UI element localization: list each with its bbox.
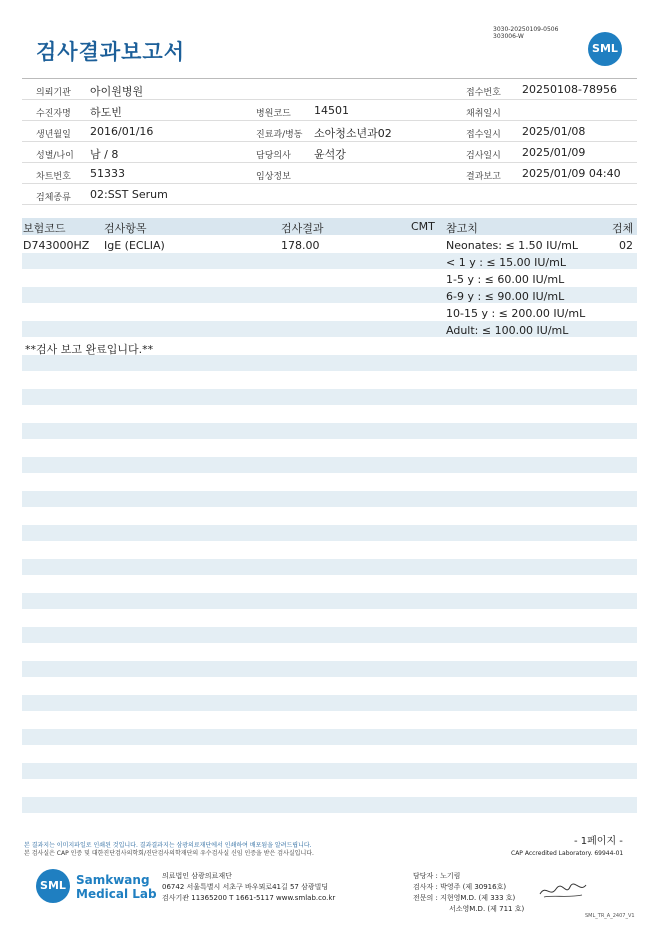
- sml-logo: SML: [588, 32, 622, 66]
- page-number: - 1페이지 -: [574, 836, 623, 847]
- org-name-line-1: Samkwang: [76, 873, 150, 887]
- specimen-value: 02:SST Serum: [90, 188, 168, 201]
- reference-line: Adult: ≤ 100.00 IU/mL: [446, 324, 569, 337]
- signature-icon: [538, 880, 588, 902]
- sex-age-value: 남 / 8: [90, 148, 119, 161]
- cap-accreditation: CAP Accredited Laboratory. 69944-01: [511, 850, 624, 857]
- test-date-value: 2025/01/09: [522, 146, 586, 159]
- table-stripe: [22, 593, 637, 609]
- reference-line: < 1 y : ≤ 15.00 IU/mL: [446, 256, 566, 269]
- table-stripe: [22, 457, 637, 473]
- reference-line: 1-5 y : ≤ 60.00 IU/mL: [446, 273, 565, 286]
- table-stripe: [22, 729, 637, 745]
- form-code: SML_TR_A_2407_V1: [585, 913, 635, 919]
- table-stripe: [22, 780, 637, 796]
- table-stripe: [22, 712, 637, 728]
- table-stripe: [22, 491, 637, 507]
- table-stripe: [22, 678, 637, 694]
- table-stripe: [22, 814, 637, 830]
- staff-line-4: 서소영M.D. (제 711 호): [449, 905, 525, 913]
- specimen-label: 검체종류: [36, 193, 71, 203]
- col-code: 보험코드: [23, 222, 66, 235]
- info-row: [22, 142, 637, 163]
- hospital-value: 아이원병원: [90, 85, 144, 98]
- col-specimen: 검체: [612, 222, 634, 235]
- receipt-no-label: 접수번호: [466, 88, 501, 98]
- hospital-code-value: 14501: [314, 104, 349, 117]
- reference-line: 6-9 y : ≤ 90.00 IU/mL: [446, 290, 565, 303]
- info-row: [22, 163, 637, 184]
- clinical-label: 임상정보: [256, 172, 291, 182]
- table-stripe: [22, 355, 637, 371]
- receipt-date-value: 2025/01/08: [522, 125, 586, 138]
- dob-label: 생년월일: [36, 130, 71, 140]
- col-item: 검사항목: [104, 222, 147, 235]
- table-stripe: [22, 406, 637, 422]
- sml-footer-logo: SML: [36, 869, 70, 903]
- table-stripe: [22, 440, 637, 456]
- reference-line: 10-15 y : ≤ 200.00 IU/mL: [446, 307, 586, 320]
- col-result: 검사결과: [281, 222, 324, 235]
- info-row: [22, 79, 637, 100]
- table-stripe: [22, 695, 637, 711]
- table-stripe: [22, 797, 637, 813]
- table-stripe: [22, 763, 637, 779]
- report-date-label: 결과보고: [466, 172, 501, 182]
- address-line-3: 검사기관 11365200 T 1661-5117 www.smlab.co.kr: [162, 894, 336, 902]
- receipt-no-value: 20250108-78956: [522, 83, 617, 96]
- dept-value: 소아청소년과02: [314, 127, 392, 140]
- result-specimen: 02: [619, 239, 633, 252]
- table-stripe: [22, 610, 637, 626]
- table-stripe: [22, 525, 637, 541]
- doctor-label: 담당의사: [256, 151, 291, 161]
- footer-note-1: 본 결과지는 이미지파일로 인쇄된 것입니다. 결과결과지는 삼광의료재단에서 인쇄하여 배포됨을 알려드립니다.: [24, 842, 312, 849]
- table-stripe: [22, 746, 637, 762]
- dob-value: 2016/01/16: [90, 125, 154, 138]
- staff-list: [413, 871, 524, 915]
- col-cmt: CMT: [411, 220, 435, 233]
- col-ref: 참고치: [446, 222, 478, 235]
- table-stripe: [22, 644, 637, 660]
- info-row: [22, 100, 637, 121]
- footer-note-2: 본 검사실은 CAP 인증 및 대한진단검사의학회/진단검사의학재단의 우수검사실 신임 인증을 받은 검사실입니다.: [24, 850, 314, 857]
- test-date-label: 검사일시: [466, 151, 501, 161]
- chart-no-label: 차트번호: [36, 172, 71, 182]
- result-value: 178.00: [281, 239, 320, 252]
- report-note: **검사 보고 완료입니다.**: [25, 343, 154, 356]
- patient-value: 하도빈: [90, 106, 122, 119]
- hospital-code-label: 병원코드: [256, 109, 291, 119]
- table-stripe: [22, 508, 637, 524]
- collect-date-label: 채취일시: [466, 109, 501, 119]
- document-id: [493, 26, 558, 40]
- reference-line: Neonates: ≤ 1.50 IU/mL: [446, 239, 578, 252]
- doctor-value: 윤석강: [314, 148, 346, 161]
- doc-id-line-1: 3030-20250109-0506: [493, 26, 559, 33]
- results-header: [22, 218, 637, 235]
- staff-line-2: 검사자 : 박영주 (제 30916호): [413, 883, 507, 891]
- chart-no-value: 51333: [90, 167, 125, 180]
- staff-line-1: 담당자 : 노기림: [413, 872, 461, 880]
- table-stripe: [22, 389, 637, 405]
- footer-notes: [24, 842, 314, 858]
- address-line-1: 의료법인 삼광의료재단: [162, 872, 232, 880]
- info-row: [22, 121, 637, 142]
- doc-id-line-2: 303006-W: [493, 33, 524, 40]
- hospital-label: 의뢰기관: [36, 88, 71, 98]
- org-name-line-2: Medical Lab: [76, 887, 157, 901]
- table-stripe: [22, 423, 637, 439]
- address-line-2: 06742 서울특별시 서초구 바우뫼로41길 57 삼광빌딩: [162, 883, 329, 891]
- table-stripe: [22, 559, 637, 575]
- dept-label: 진료과/병동: [256, 130, 303, 140]
- organization-name: [76, 873, 157, 901]
- organization-address: [162, 871, 335, 904]
- patient-label: 수진자명: [36, 109, 71, 119]
- table-stripe: [22, 661, 637, 677]
- page-title: 검사결과보고서: [36, 40, 186, 64]
- table-stripe: [22, 372, 637, 388]
- table-stripe: [22, 474, 637, 490]
- info-row: [22, 184, 637, 205]
- table-stripe: [22, 627, 637, 643]
- staff-line-3: 전문의 : 지현영M.D. (제 333 호): [413, 894, 516, 902]
- patient-info-table: [22, 78, 637, 205]
- table-stripe: [22, 576, 637, 592]
- report-date-value: 2025/01/09 04:40: [522, 167, 621, 180]
- sex-age-label: 성별/나이: [36, 151, 74, 161]
- table-stripe: [22, 542, 637, 558]
- receipt-date-label: 접수일시: [466, 130, 501, 140]
- result-item: IgE (ECLIA): [104, 239, 165, 252]
- result-code: D743000HZ: [23, 239, 90, 252]
